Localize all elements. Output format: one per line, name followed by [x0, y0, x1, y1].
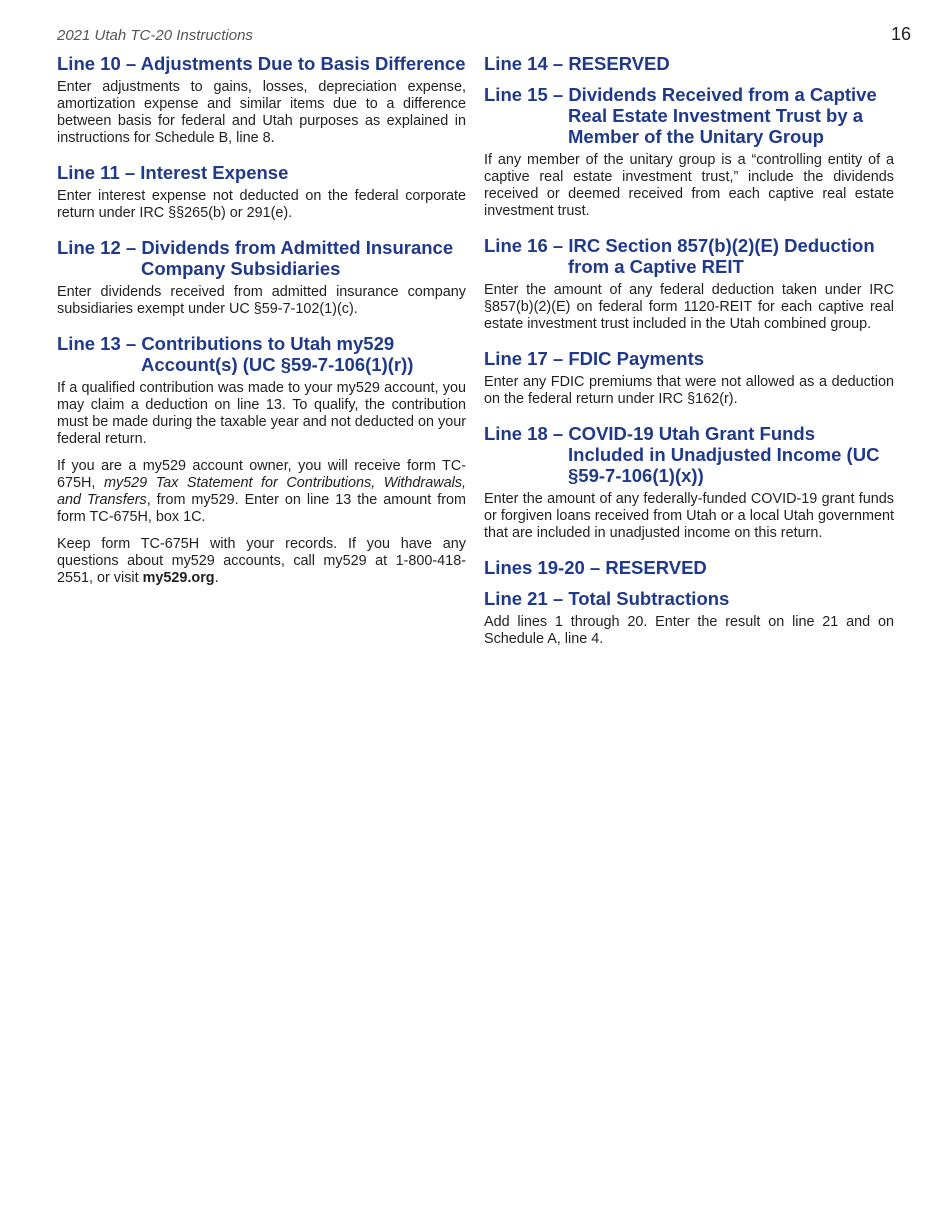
line13-para2 [57, 458, 466, 526]
line16-body: Enter the amount of any federal deduction taken under IRC §857(b)(2)(E) on federal form 1120-REIT for each captive real estate investment trust included in the Utah combined group. [484, 282, 894, 332]
line13-para2-form-title: my529 Tax Statement for Contributions, Withdrawals, and Transfers [57, 475, 466, 508]
line13-para2-start: If you are a my529 account owner, you will receive form TC-675H, [57, 458, 466, 491]
line21-body: Add lines 1 through 20. Enter the result on line 21 and on Schedule A, line 4. [484, 614, 894, 647]
right-column [484, 53, 894, 658]
line13-para3 [57, 536, 466, 587]
line18-heading: Line 18 – COVID-19 Utah Grant Funds Included in Unadjusted Income (UC §59-7-106(1)(x)) [484, 423, 880, 486]
line17-heading: Line 17 – FDIC Payments [484, 348, 705, 369]
line15-body: If any member of the unitary group is a “controlling entity of a captive real estate investment trust,” include the dividends received or deemed received from each captive real estate investment trust. [484, 152, 894, 219]
line12-heading: Line 12 – Dividends from Admitted Insurance Company Subsidiaries [57, 237, 454, 279]
my529-link[interactable]: my529.org [142, 570, 215, 586]
line15-heading: Line 15 – Dividends Received from a Captive Real Estate Investment Trust by a Member of the Unitary Group [484, 84, 877, 147]
line11-heading: Line 11 – Interest Expense [57, 162, 289, 183]
line10-body: Enter adjustments to gains, losses, depreciation expense, amortization expense and similar items due to a difference between basis for federal and Utah purposes as explained in instructions for Schedule B, line 8. [57, 79, 466, 146]
running-head: 2021 Utah TC-20 Instructions [57, 27, 253, 44]
line19-20-heading: Lines 19-20 – RESERVED [484, 557, 707, 578]
line16-heading: Line 16 – IRC Section 857(b)(2)(E) Deduction from a Captive REIT [484, 235, 875, 277]
line13-para2-end: , from my529. Enter on line 13 the amount from form TC-675H, box 1C. [57, 492, 466, 525]
line14-heading: Line 14 – RESERVED [484, 53, 670, 74]
line11-body: Enter interest expense not deducted on the federal corporate return under IRC §§265(b) or 291(e). [57, 188, 466, 221]
left-column [57, 53, 466, 597]
line21-heading: Line 21 – Total Subtractions [484, 588, 730, 609]
line13-heading: Line 13 – Contributions to Utah my529 Account(s) (UC §59-7-106(1)(r)) [57, 333, 414, 375]
line18-body: Enter the amount of any federally-funded COVID-19 grant funds or forgiven loans received from Utah or a local Utah government that are included in unadjusted income on this return. [484, 491, 894, 541]
line12-body: Enter dividends received from admitted insurance company subsidiaries exempt under UC §59-7-102(1)(c). [57, 284, 466, 317]
line13-para1: If a qualified contribution was made to your my529 account, you may claim a deduction on line 13. To qualify, the contribution must be made during the taxable year and not deducted on your federal return. [57, 380, 466, 447]
page-number: 16 [890, 24, 911, 44]
line10-heading: Line 10 – Adjustments Due to Basis Difference [57, 53, 466, 74]
line13-para3-start: Keep form TC-675H with your records. If you have any questions about my529 accounts, call my529 at 1-800-418-2551, or visit [57, 536, 466, 586]
line13-para3-period: . [214, 570, 219, 586]
line17-body: Enter any FDIC premiums that were not allowed as a deduction on the federal return under IRC §162(r). [484, 374, 894, 407]
